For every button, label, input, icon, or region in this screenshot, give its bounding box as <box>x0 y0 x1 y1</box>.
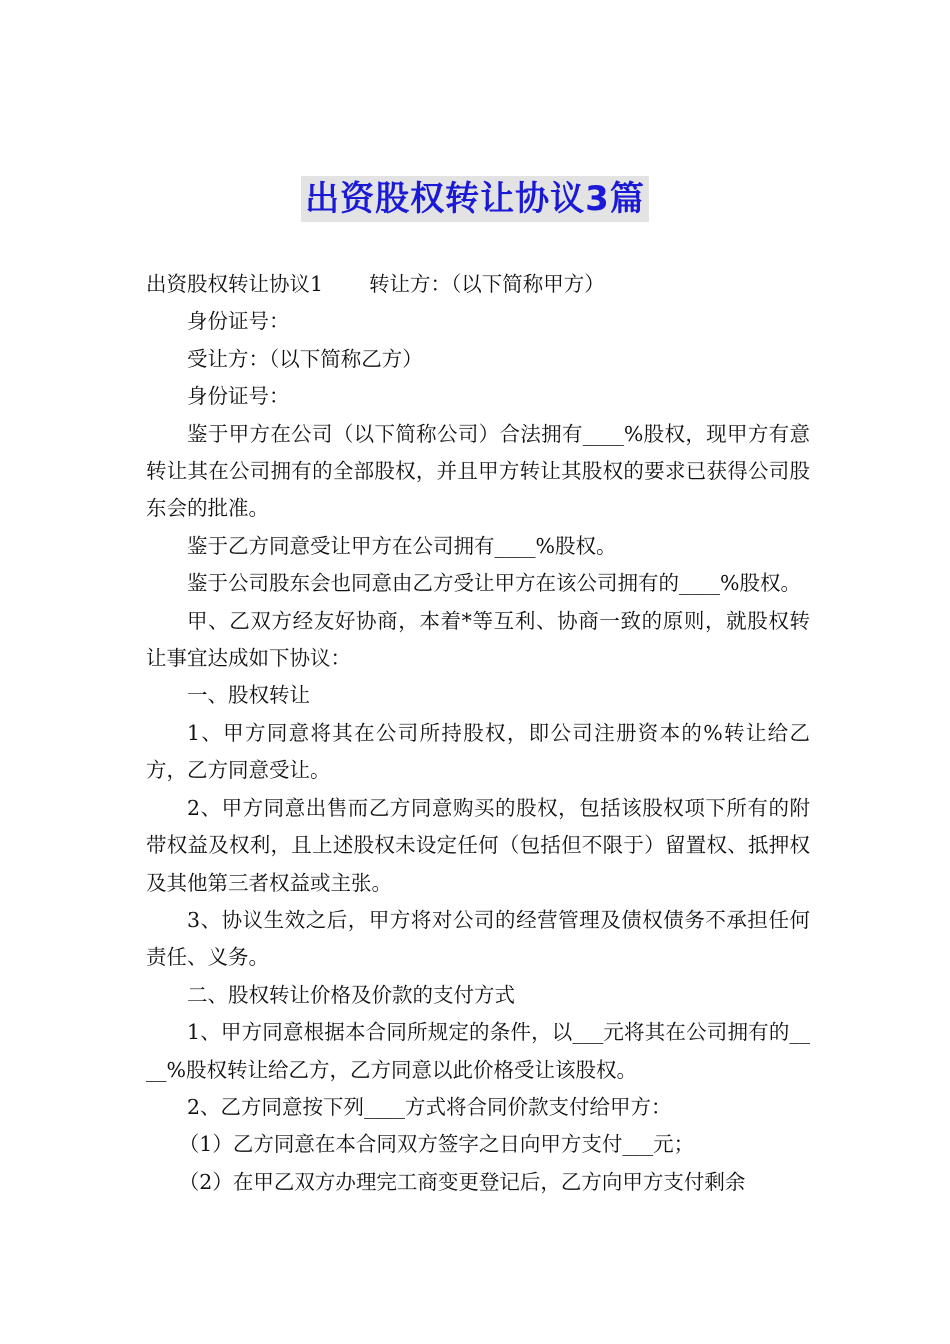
paragraph: 甲、乙双方经友好协商，本着*等互利、协商一致的原则，就股权转让事宜达成如下协议： <box>146 608 810 671</box>
transferor-label: 转让方：（以下简称甲方） <box>369 272 605 296</box>
paragraph-heading <box>146 266 810 303</box>
paragraph: 1、甲方同意将其在公司所持股权，即公司注册资本的%转让给乙方，乙方同意受让。 <box>146 720 810 783</box>
paragraph: 2、乙方同意按下列____方式将合同价款支付给甲方： <box>187 1094 672 1119</box>
paragraph: 身份证号： <box>187 309 290 334</box>
paragraph: 鉴于公司股东会也同意由乙方受让甲方在该公司拥有的____%股权。 <box>187 571 801 596</box>
paragraph: 鉴于甲方在公司（以下简称公司）合法拥有____%股权，现甲方有意转让其在公司拥有的全部股权，并且甲方转让其股权的要求已获得公司股东会的批准。 <box>146 421 810 521</box>
paragraph: 1、甲方同意根据本合同所规定的条件，以___元将其在公司拥有的____%股权转让给乙方，乙方同意以此价格受让该股权。 <box>146 1020 810 1082</box>
document-body <box>146 266 810 1201</box>
paragraph: 身份证号： <box>187 384 290 409</box>
section-heading: 一、股权转让 <box>187 683 310 708</box>
document-title: 出资股权转让协议3篇 <box>301 176 649 222</box>
paragraph: 3、协议生效之后，甲方将对公司的经营管理及债权债务不承担任何责任、义务。 <box>146 907 810 970</box>
agreement-label: 出资股权转让协议1 <box>146 272 324 296</box>
paragraph: 鉴于乙方同意受让甲方在公司拥有____%股权。 <box>187 533 617 558</box>
paragraph: （1）乙方同意在本合同双方签字之日向甲方支付___元； <box>178 1132 695 1157</box>
paragraph: （2）在甲乙双方办理完工商变更登记后，乙方向甲方支付剩余 <box>178 1169 746 1194</box>
title-container <box>0 176 950 222</box>
section-heading: 二、股权转让价格及价款的支付方式 <box>187 982 515 1007</box>
paragraph: 2、甲方同意出售而乙方同意购买的股权，包括该股权项下所有的附带权益及权利，且上述股权未设定任何（包括但不限于）留置权、抵押权及其他第三者权益或主张。 <box>146 795 810 895</box>
paragraph: 受让方：（以下简称乙方） <box>187 346 423 371</box>
